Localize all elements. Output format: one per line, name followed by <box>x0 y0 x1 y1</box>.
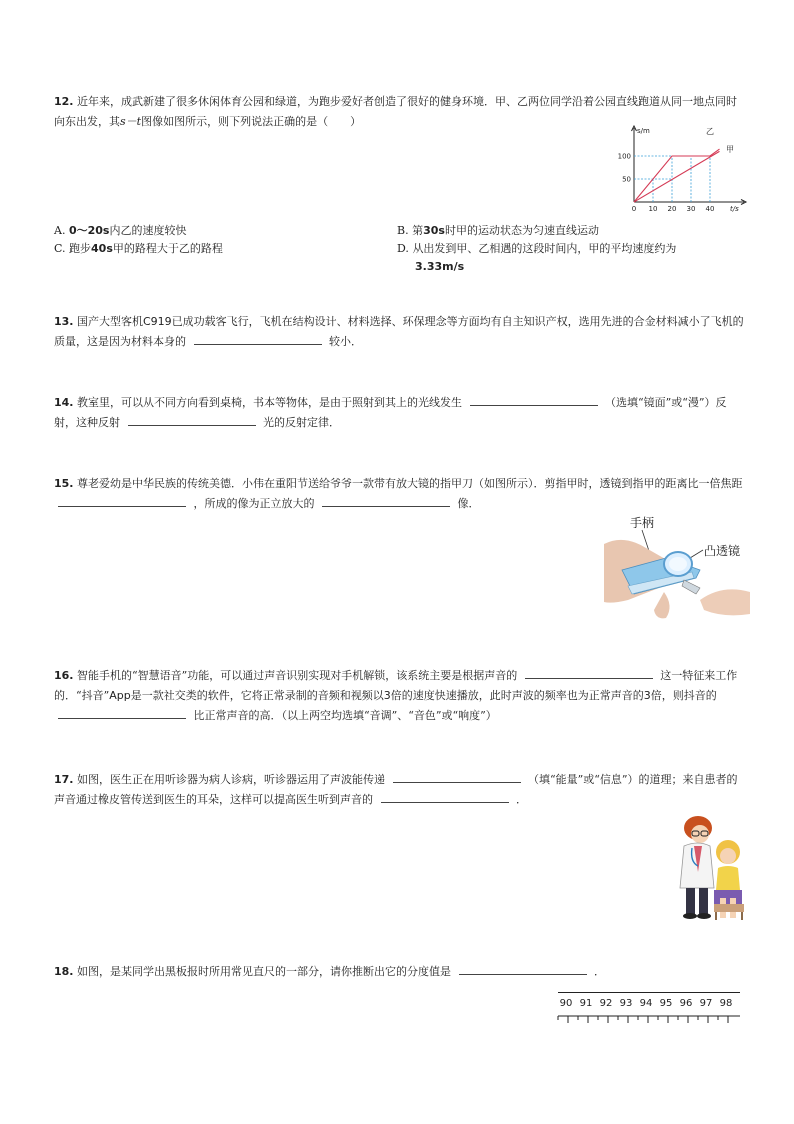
answer-blank[interactable] <box>58 494 186 507</box>
question-text: 像． <box>457 497 480 510</box>
question-text: ，所成的像为正立放大的 <box>193 497 315 510</box>
question-text: ． <box>516 793 527 806</box>
question-13 <box>54 312 744 352</box>
ruler-number: 92 <box>599 998 613 1009</box>
series-label: 乙 <box>706 127 714 136</box>
question-text: 智能手机的“智慧语音”功能，可以通过声音识别实现对手机解锁，该系统主要是根据声音的 <box>77 669 518 682</box>
app-word: App <box>109 689 131 702</box>
option-label: A. <box>54 224 66 237</box>
option-text: 甲的路程大于乙的路程 <box>112 242 223 255</box>
handle-label: 手柄 <box>630 516 655 530</box>
answer-blank[interactable] <box>525 666 653 679</box>
option-a[interactable] <box>54 222 186 240</box>
answer-blank[interactable] <box>322 494 450 507</box>
answer-blank[interactable] <box>393 770 521 783</box>
option-label: D. <box>397 242 409 255</box>
speed-factor: 3 <box>643 689 651 702</box>
answer-blank[interactable] <box>128 413 256 426</box>
question-16 <box>54 666 744 726</box>
question-15 <box>54 474 744 514</box>
s-t-symbol: s－t <box>120 115 142 128</box>
question-text: 是一款社交类的软件，它将正常录制的音频和视频以 <box>130 689 384 702</box>
ruler-number: 98 <box>719 998 733 1009</box>
question-text: 国产大型客机 <box>77 315 143 328</box>
lens-label: 凸透镜 <box>704 544 741 558</box>
y-tick-label: 50 <box>622 175 631 184</box>
aircraft-model: C919 <box>143 315 172 328</box>
question-text: 尊老爱幼是中华民族的传统美德．小伟在重阳节送给爷爷一款带有放大镜的指甲刀（如图所示）．剪指甲时，透镜到指甲的距离比一倍焦距 <box>77 477 743 490</box>
option-math: 3.33m/s <box>415 260 465 273</box>
question-number: 17. <box>54 773 74 786</box>
option-b[interactable] <box>397 222 599 240</box>
option-text: 跑步 <box>69 242 92 255</box>
option-math: 30s <box>423 224 445 237</box>
option-text: 从出发到甲、乙相遇的这段时间内，甲的平均速度约为 <box>412 242 677 255</box>
question-text: 较小． <box>329 335 362 348</box>
ruler-number: 95 <box>659 998 673 1009</box>
nail-clipper-figure <box>604 514 750 632</box>
question-text: 这一特征来工作的．“抖音” <box>54 669 738 702</box>
series-line <box>634 151 720 202</box>
ruler-number: 90 <box>559 998 573 1009</box>
x-tick-label: 20 <box>667 205 677 213</box>
nail-clipper-illustration <box>604 514 750 632</box>
x-axis-label: t/s <box>730 205 739 213</box>
option-c[interactable] <box>54 240 223 258</box>
question-number: 18. <box>54 965 74 978</box>
ruler-number: 91 <box>579 998 593 1009</box>
answer-blank[interactable] <box>58 706 186 719</box>
question-text: 近年来，成武新建了很多休闲体育公园和绿道，为跑步爱好者创造了很好的健身环境．甲、乙两位同学沿着公园直线跑道从同一地点同时向东出发，其 <box>54 95 737 128</box>
question-text: 图像如图所示，则下列说法正确的是（ ） <box>141 115 362 128</box>
option-text: 时甲的运动状态为匀速直线运动 <box>444 224 599 237</box>
question-17 <box>54 770 744 810</box>
question-number: 16. <box>54 669 74 682</box>
question-number: 12. <box>54 95 74 108</box>
x-tick-label: 40 <box>705 205 715 213</box>
question-number: 13. <box>54 315 74 328</box>
question-text: （填“能量”或“信息”）的道理；来自患者的声音通过橡皮管传送到医生的耳朵，这样可以提高医生听到声音的 <box>54 773 738 806</box>
question-text: （选填“镜面”或“漫”）反射，这种反射 <box>54 396 727 429</box>
question-14 <box>54 393 744 433</box>
x-tick-label: 10 <box>648 205 658 213</box>
ruler-number: 97 <box>699 998 713 1009</box>
option-label: C. <box>54 242 66 255</box>
question-number: 14. <box>54 396 74 409</box>
y-axis-label: s/m <box>637 127 650 135</box>
question-text: 比正常声音的高．（以上两空均选填“音调”、“音色”或“响度”） <box>193 709 497 722</box>
speed-factor: 3 <box>383 689 391 702</box>
ruler-number: 93 <box>619 998 633 1009</box>
option-text: 第 <box>412 224 424 237</box>
answer-blank[interactable] <box>470 393 598 406</box>
question-text: 光的反射定律． <box>263 416 340 429</box>
doctor-patient-illustration <box>668 812 750 922</box>
option-math: 0～20s <box>68 224 110 237</box>
question-18 <box>54 962 744 982</box>
question-text: 倍，则抖音的 <box>650 689 717 702</box>
ruler-number: 94 <box>639 998 653 1009</box>
option-label: B. <box>397 224 409 237</box>
option-text: 内乙的速度较快 <box>109 224 187 237</box>
answer-blank[interactable] <box>194 332 322 345</box>
question-text: 如图，医生正在用听诊器为病人诊病，听诊器运用了声波能传递 <box>77 773 385 786</box>
option-math: 40s <box>91 242 113 255</box>
s-t-graph <box>612 122 752 222</box>
question-text: 倍的速度快速播放，此时声波的频率也为正常声音的 <box>390 689 644 702</box>
x-tick-label: 30 <box>686 205 696 213</box>
ruler-number: 96 <box>679 998 693 1009</box>
question-number: 15. <box>54 477 74 490</box>
option-d[interactable] <box>397 240 727 276</box>
ruler <box>554 992 744 1026</box>
series-label: 甲 <box>726 145 734 154</box>
question-text: ． <box>594 965 605 978</box>
answer-blank[interactable] <box>459 962 587 975</box>
x-tick-label: 0 <box>631 205 637 213</box>
question-text: 已成功载客飞行，飞机在结构设计、材料选择、环保理念等方面均有自主知识产权，选用先进的合金材料减小了飞机的质量，这是因为材料本身的 <box>54 315 744 348</box>
question-text: 教室里，可以从不同方向看到桌椅，书本等物体，是由于照射到其上的光线发生 <box>77 396 462 409</box>
answer-blank[interactable] <box>381 790 509 803</box>
question-text: 如图，是某同学出黑板报时所用常见直尺的一部分，请你推断出它的分度值是 <box>77 965 451 978</box>
y-tick-label: 100 <box>617 152 631 161</box>
